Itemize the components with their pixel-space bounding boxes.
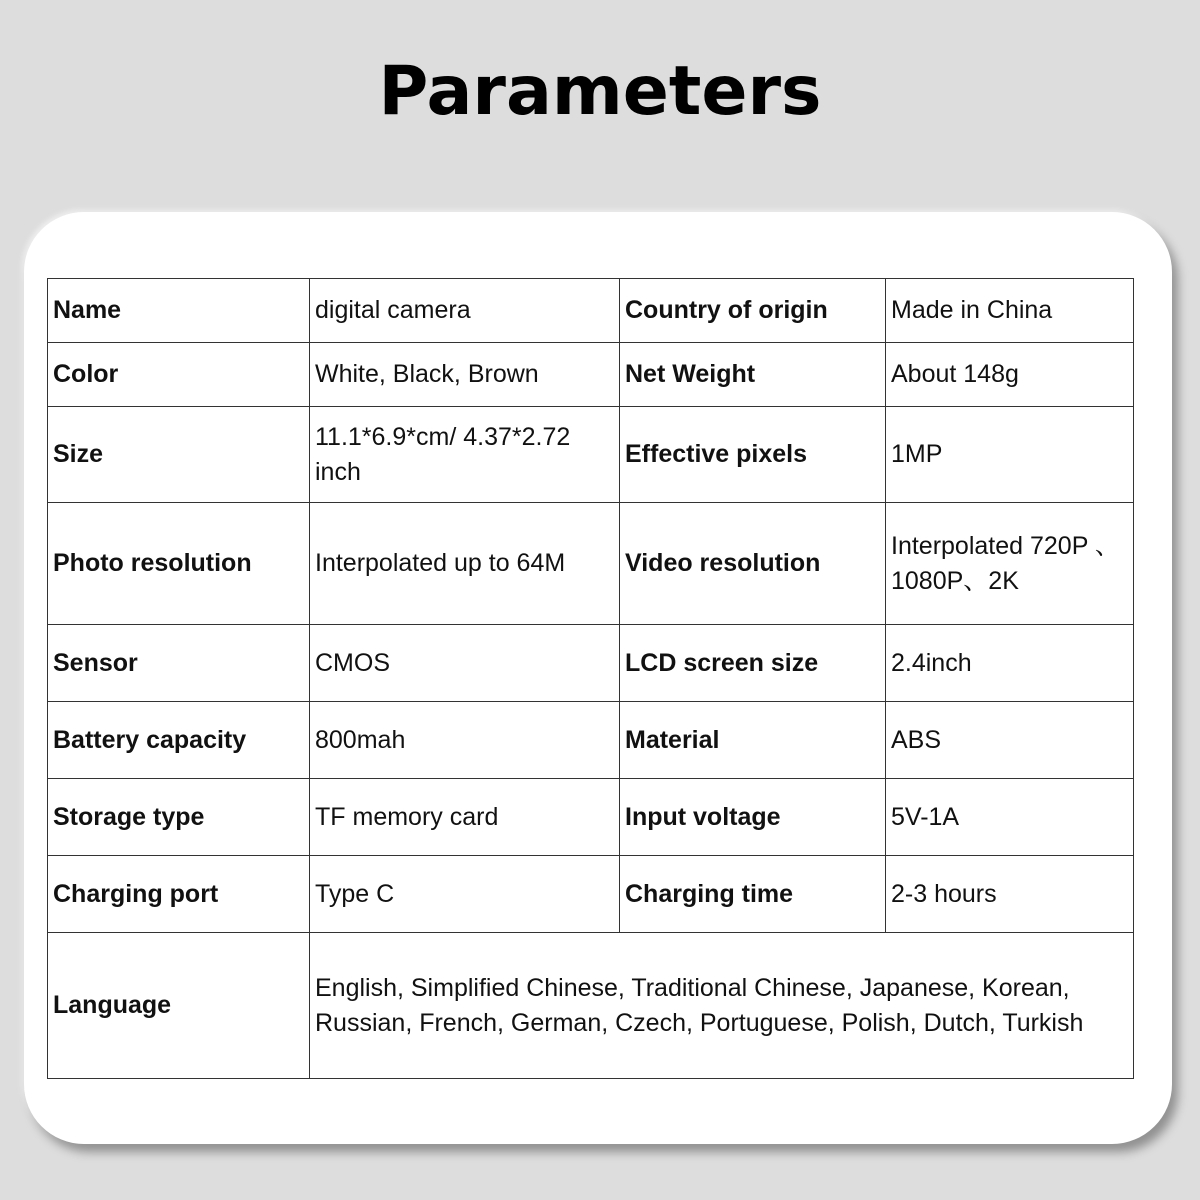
param-value: digital camera [310,279,620,343]
param-value: 2.4inch [886,625,1134,702]
param-value: TF memory card [310,779,620,856]
param-label: Size [48,407,310,503]
param-value: Type C [310,856,620,933]
param-value: ABS [886,702,1134,779]
param-label: LCD screen size [620,625,886,702]
param-value: Interpolated up to 64M [310,503,620,625]
table-row [48,503,1134,625]
param-value: 2-3 hours [886,856,1134,933]
table-row [48,933,1134,1079]
param-label: Material [620,702,886,779]
param-label: Sensor [48,625,310,702]
param-label: Country of origin [620,279,886,343]
param-label: Name [48,279,310,343]
parameters-table [47,278,1134,1079]
param-value: 800mah [310,702,620,779]
param-label: Effective pixels [620,407,886,503]
param-value: 11.1*6.9*cm/ 4.37*2.72 inch [310,407,620,503]
param-label: Language [48,933,310,1079]
param-value: Interpolated 720P 、1080P、2K [886,503,1134,625]
param-value: Made in China [886,279,1134,343]
table-row [48,779,1134,856]
param-value: English, Simplified Chinese, Traditional Chinese, Japanese, Korean, Russian, French, German, Czech, Portuguese, Polish, Dutch, Turkish [310,933,1134,1079]
table-row [48,279,1134,343]
param-label: Storage type [48,779,310,856]
param-value: 1MP [886,407,1134,503]
param-value: About 148g [886,343,1134,407]
param-label: Battery capacity [48,702,310,779]
param-label: Color [48,343,310,407]
table-row [48,856,1134,933]
param-value: White, Black, Brown [310,343,620,407]
table-row [48,343,1134,407]
param-label: Input voltage [620,779,886,856]
table-row [48,407,1134,503]
param-value: 5V-1A [886,779,1134,856]
table-row [48,625,1134,702]
param-label: Charging time [620,856,886,933]
param-label: Charging port [48,856,310,933]
param-value: CMOS [310,625,620,702]
table-row [48,702,1134,779]
param-label: Net Weight [620,343,886,407]
param-label: Photo resolution [48,503,310,625]
page-title: Parameters [378,52,822,131]
param-label: Video resolution [620,503,886,625]
